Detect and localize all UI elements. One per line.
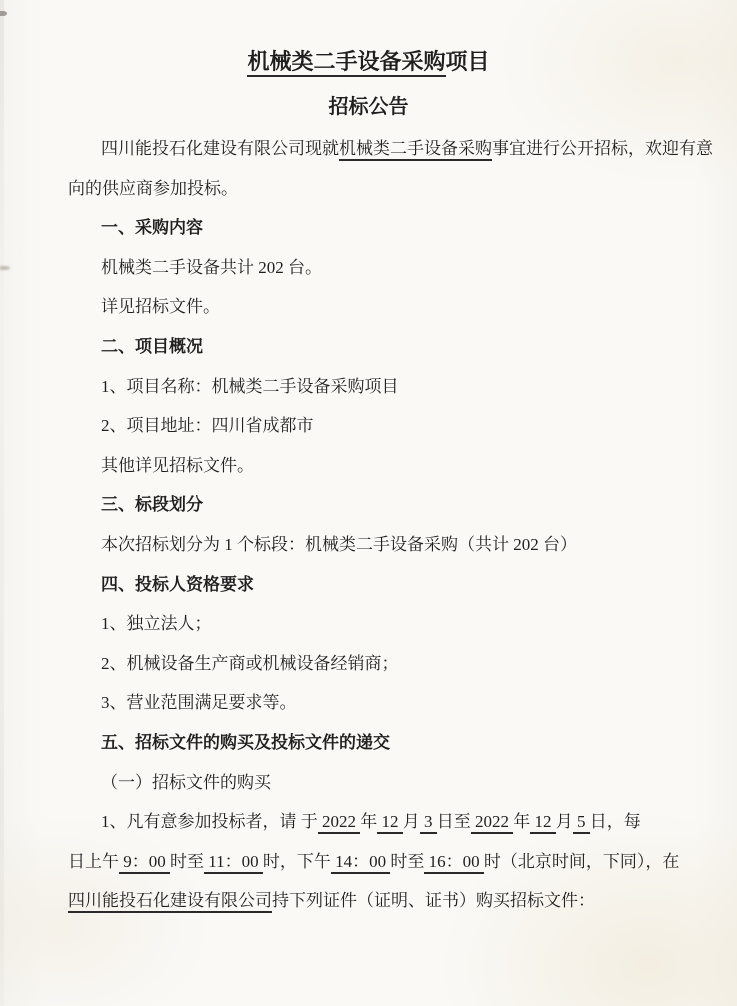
text-segment: 时（北京时间，下同），在 [483,851,680,871]
text-segment: 年 [513,812,531,832]
text-segment: 1、凡有意参加投标者，请 于 [101,812,318,832]
text-segment: 时至 [390,851,425,871]
underlined-text: 12 [530,812,556,834]
text-segment: 项目 [445,49,490,74]
underlined-text: 11：00 [204,852,263,874]
section-4-heading [68,565,713,605]
intro-line-2 [68,169,713,209]
text-segment: 一、采购内容 [101,218,203,238]
text-segment: 五、招标文件的购买及投标文件的递交 [101,732,390,752]
section-1-line-2 [68,287,713,327]
text-segment: 详见招标文件。 [101,297,220,317]
section-2-item-3 [68,446,713,486]
text-segment: 三、标段划分 [101,495,203,515]
section-4-item-1 [68,604,713,644]
text-segment: 日上午 [68,851,119,871]
text-segment: 本次招标划分为 1 个标段：机械类二手设备采购（共计 202 台） [101,534,577,554]
underlined-text: 12 [377,812,403,834]
section-5-heading [68,723,713,763]
document-title [24,39,713,85]
text-segment: 2、项目地址：四川省成都市 [101,416,314,436]
section-4-item-3 [68,683,713,723]
text-segment: 持下列证件（证明、证书）购买招标文件： [272,891,595,911]
text-segment: 其他详见招标文件。 [101,455,254,475]
text-segment: 向的供应商参加投标。 [68,178,238,198]
underlined-text: 9：00 [119,852,170,874]
text-segment: 2、机械设备生产商或机械设备经销商； [101,653,399,673]
purchase-line-2 [68,842,713,882]
text-segment: 1、独立法人； [101,614,212,634]
text-segment: 二、项目概况 [101,336,203,356]
underlined-text: 2022 [318,812,361,834]
text-segment: 机械类二手设备共计 202 台。 [101,257,322,277]
underlined-text: 四川能投石化建设有限公司 [68,891,272,913]
section-3-heading [68,485,713,525]
text-segment: 四、投标人资格要求 [101,574,254,594]
text-segment: 月 [402,812,420,832]
section-2-heading [68,327,713,367]
section-3-line-1 [68,525,713,565]
section-5-sub-1 [68,763,713,803]
text-segment: 1、项目名称：机械类二手设备采购项目 [101,376,399,396]
purchase-line-3 [68,881,713,921]
underlined-text: 14：00 [331,852,391,874]
text-segment: 四川能投石化建设有限公司现就 [101,139,339,158]
text-segment: 年 [360,812,378,832]
text-segment: 日至 [436,812,471,832]
text-segment: （一）招标文件的购买 [101,772,271,792]
text-segment: 日，每 [589,812,641,832]
underlined-text: 16：00 [424,852,484,874]
section-2-item-1 [68,367,713,407]
underlined-text: 2022 [471,812,514,834]
section-1-heading [68,208,713,248]
text-segment: 时至 [170,851,204,871]
document-subtitle [24,85,713,129]
intro-line-1 [68,129,713,169]
section-2-item-2 [68,406,713,446]
underlined-text: 5 [573,812,590,834]
purchase-line-1 [68,802,713,842]
text-segment: 招标公告 [328,96,409,118]
section-4-item-2 [68,644,713,684]
underlined-text: 机械类二手设备采购 [247,49,445,77]
text-segment: 月 [555,812,573,832]
text-segment: 3、营业范围满足要求等。 [101,693,297,713]
underlined-text: 机械类二手设备采购 [339,139,492,161]
underlined-text: 3 [420,812,437,834]
text-segment: 时，下午 [262,851,331,871]
text-segment: 事宜进行公开招标，欢迎有意 [492,139,713,158]
section-1-line-1 [68,248,713,288]
